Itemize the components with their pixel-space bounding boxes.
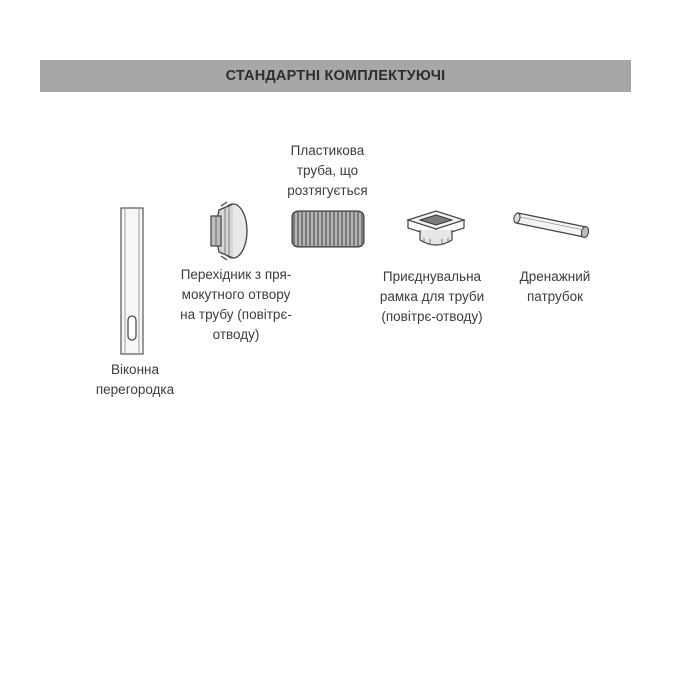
drain-pipe-icon (512, 209, 594, 239)
item-label-window-panel: Віконна перегородка (95, 362, 175, 397)
connecting-frame-icon (404, 208, 468, 252)
item-label-drain-pipe: Дренажний патрубок (519, 269, 591, 304)
item-label-flexible-hose: Пластикова труба, що розтягується (287, 143, 368, 198)
adapter-icon (203, 200, 251, 262)
window-panel-icon (118, 206, 146, 356)
flexible-hose-icon (290, 208, 366, 250)
item-label-adapter: Перехідник з пря- мокутного отвору на трубу (повітрє- отводу) (180, 267, 292, 342)
section-header (40, 60, 631, 92)
item-label-connecting-frame: Приєднувальна рамка для труби (повітрє-отводу) (379, 269, 485, 324)
section-title: СТАНДАРТНІ КОМПЛЕКТУЮЧІ (225, 68, 446, 84)
